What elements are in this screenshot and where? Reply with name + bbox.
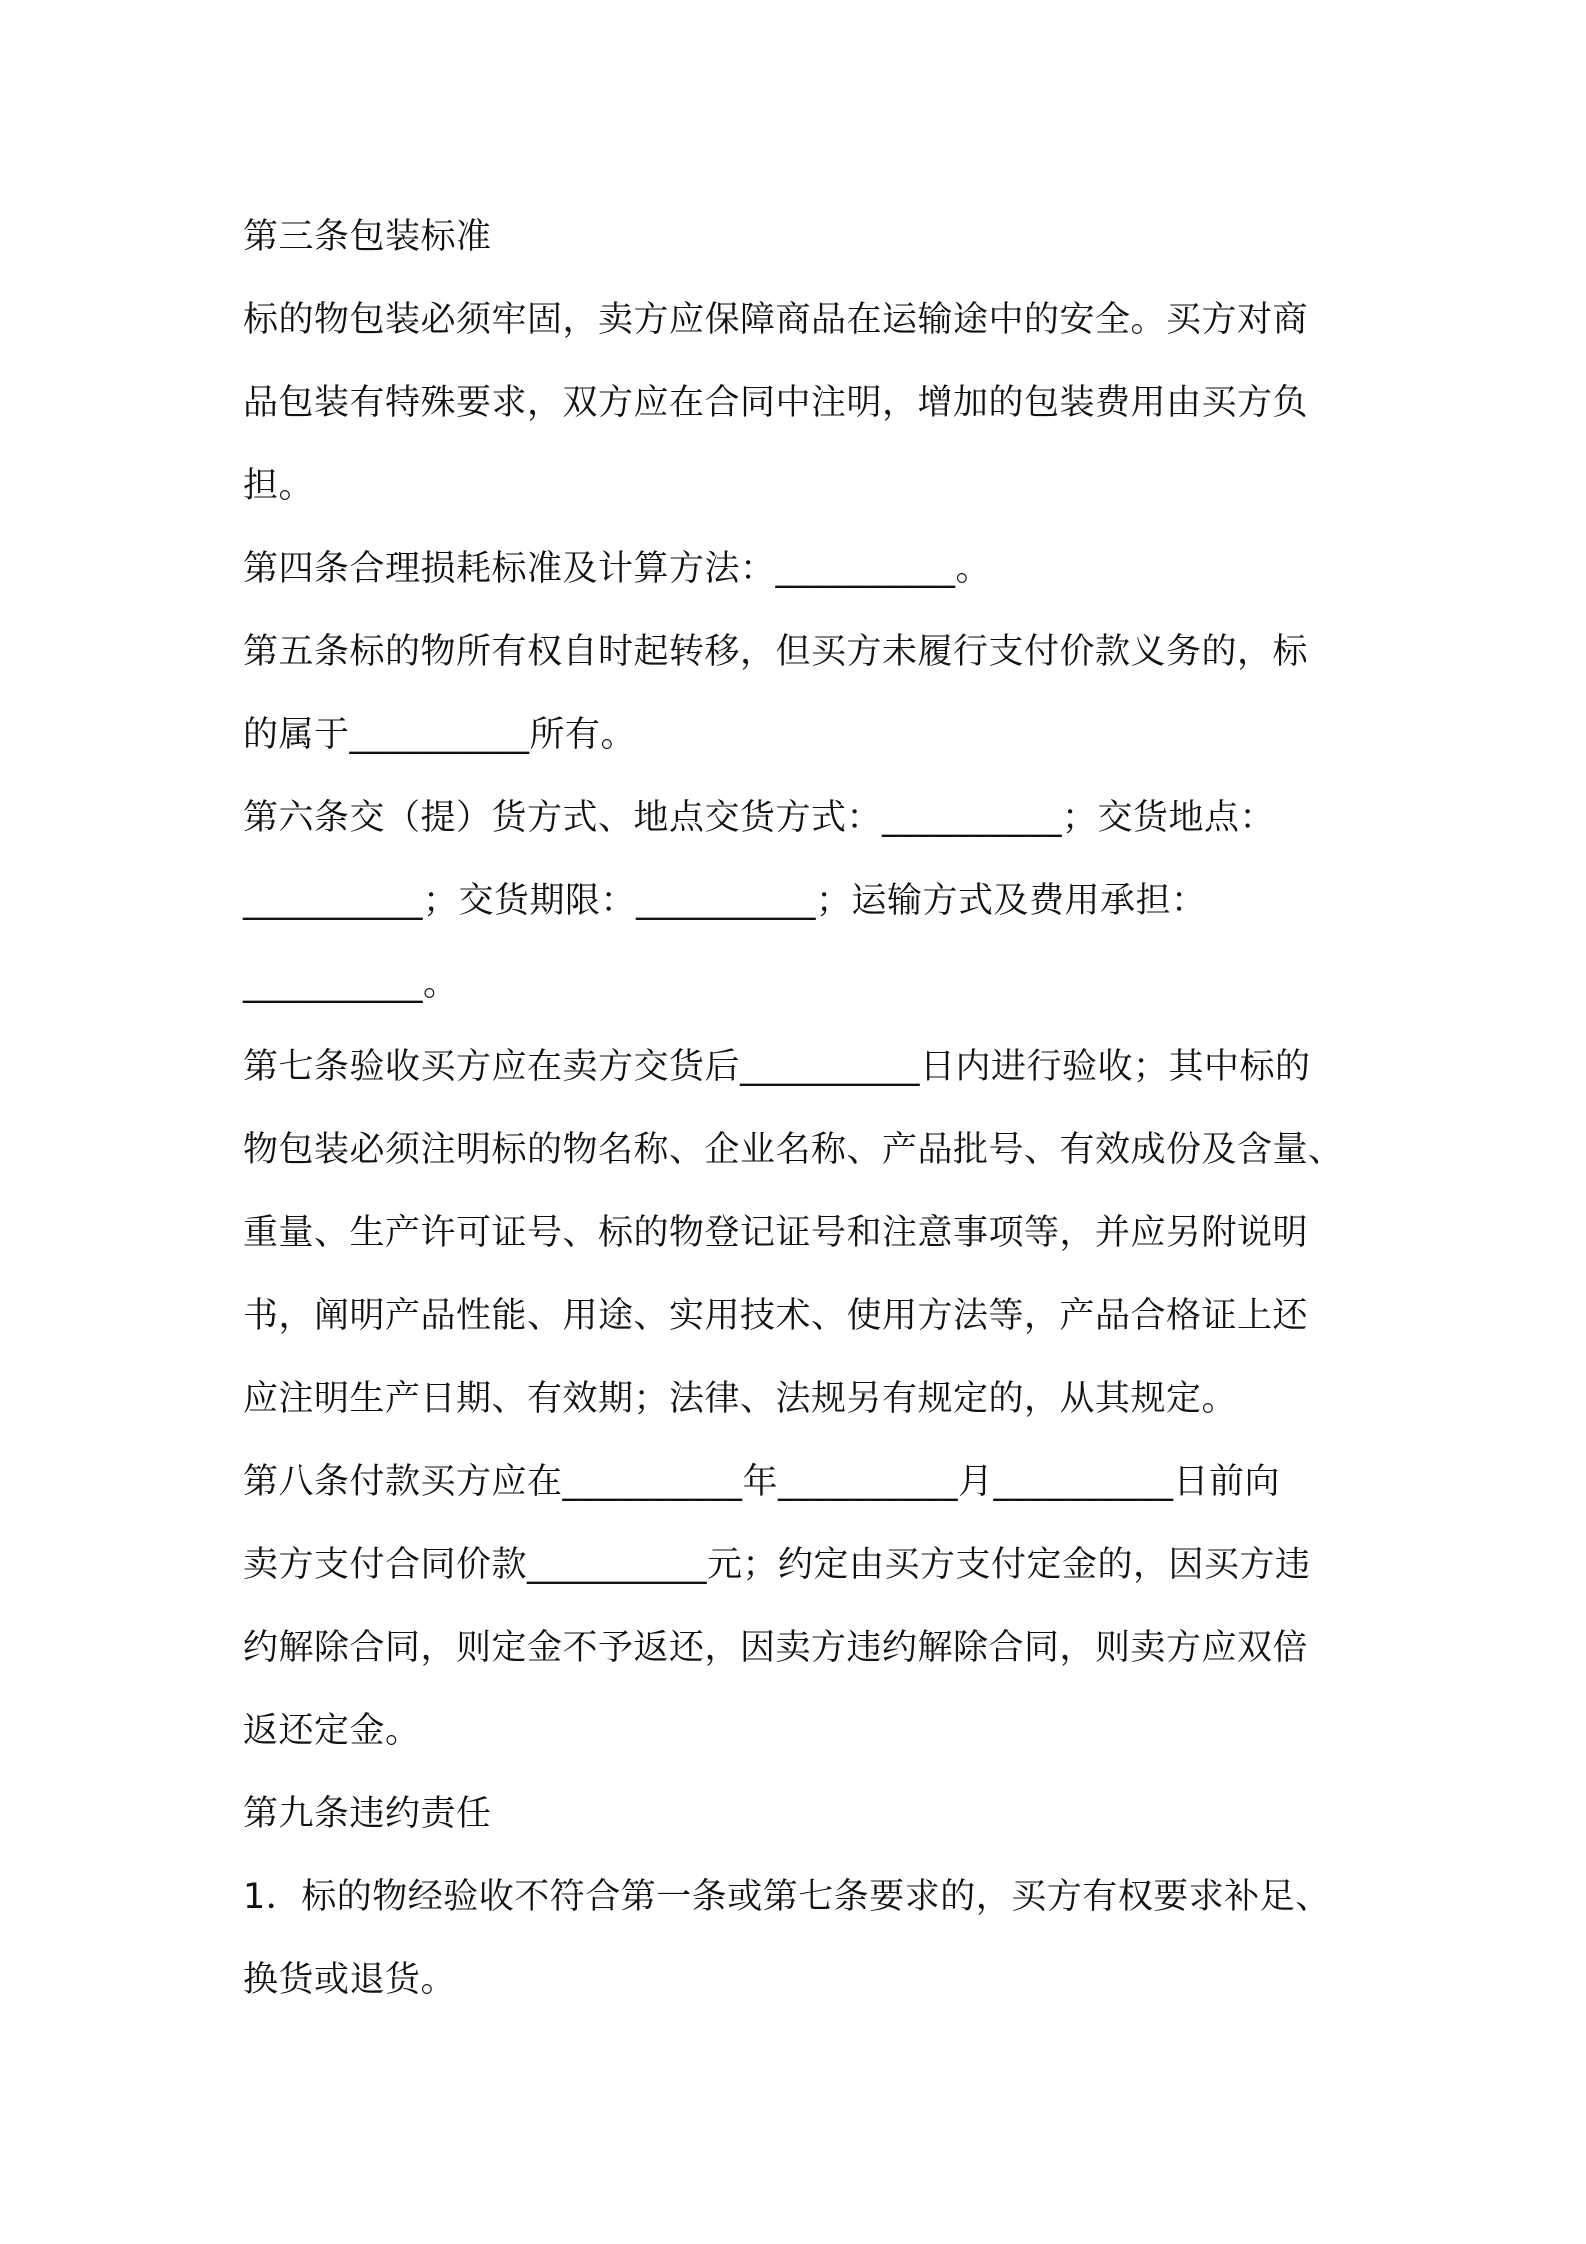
article-7-line-1: 第七条验收买方应在卖方交货后__________日内进行验收；其中标的: [243, 1047, 1311, 1087]
article-9-heading: 第九条违约责任: [243, 1794, 492, 1834]
article-3-text-line-1: 标的物包装必须牢固，卖方应保障商品在运输途中的安全。买方对商: [243, 300, 1309, 340]
article-8-line-1: 第八条付款买方应在__________年__________月__________日前向: [243, 1462, 1281, 1502]
article-9-item-1-line-1: 1．标的物经验收不符合第一条或第七条要求的，买方有权要求补足、: [243, 1877, 1331, 1917]
article-5-line-1: 第五条标的物所有权自时起转移，但买方未履行支付价款义务的，标: [243, 632, 1309, 672]
article-6-line-3: __________。: [243, 964, 459, 1004]
article-3-heading: 第三条包装标准: [243, 217, 492, 257]
article-7-line-5: 应注明生产日期、有效期；法律、法规另有规定的，从其规定。: [243, 1379, 1238, 1419]
article-7-line-4: 书，阐明产品性能、用途、实用技术、使用方法等，产品合格证上还: [243, 1296, 1309, 1336]
article-3-text-line-2: 品包装有特殊要求，双方应在合同中注明，增加的包装费用由买方负: [243, 383, 1309, 423]
article-6-line-2: __________；交货期限：__________；运输方式及费用承担：: [243, 881, 1207, 921]
article-5-line-2: 的属于__________所有。: [243, 715, 637, 755]
article-4-line: 第四条合理损耗标准及计算方法：__________。: [243, 549, 992, 589]
article-7-line-3: 重量、生产许可证号、标的物登记证号和注意事项等，并应另附说明: [243, 1213, 1309, 1253]
article-8-line-4: 返还定金。: [243, 1711, 421, 1751]
document-body: [243, 196, 1358, 2022]
article-3-text-line-3: 担。: [243, 466, 315, 506]
article-7-line-2: 物包装必须注明标的物名称、企业名称、产品批号、有效成份及含量、: [243, 1130, 1344, 1170]
article-9-item-1-line-2: 换货或退货。: [243, 1960, 457, 2000]
article-6-line-1: 第六条交（提）货方式、地点交货方式：__________；交货地点：: [243, 798, 1276, 838]
article-8-line-3: 约解除合同，则定金不予返还，因卖方违约解除合同，则卖方应双倍: [243, 1628, 1309, 1668]
article-8-line-2: 卖方支付合同价款__________元；约定由买方支付定金的，因买方违: [243, 1545, 1311, 1585]
